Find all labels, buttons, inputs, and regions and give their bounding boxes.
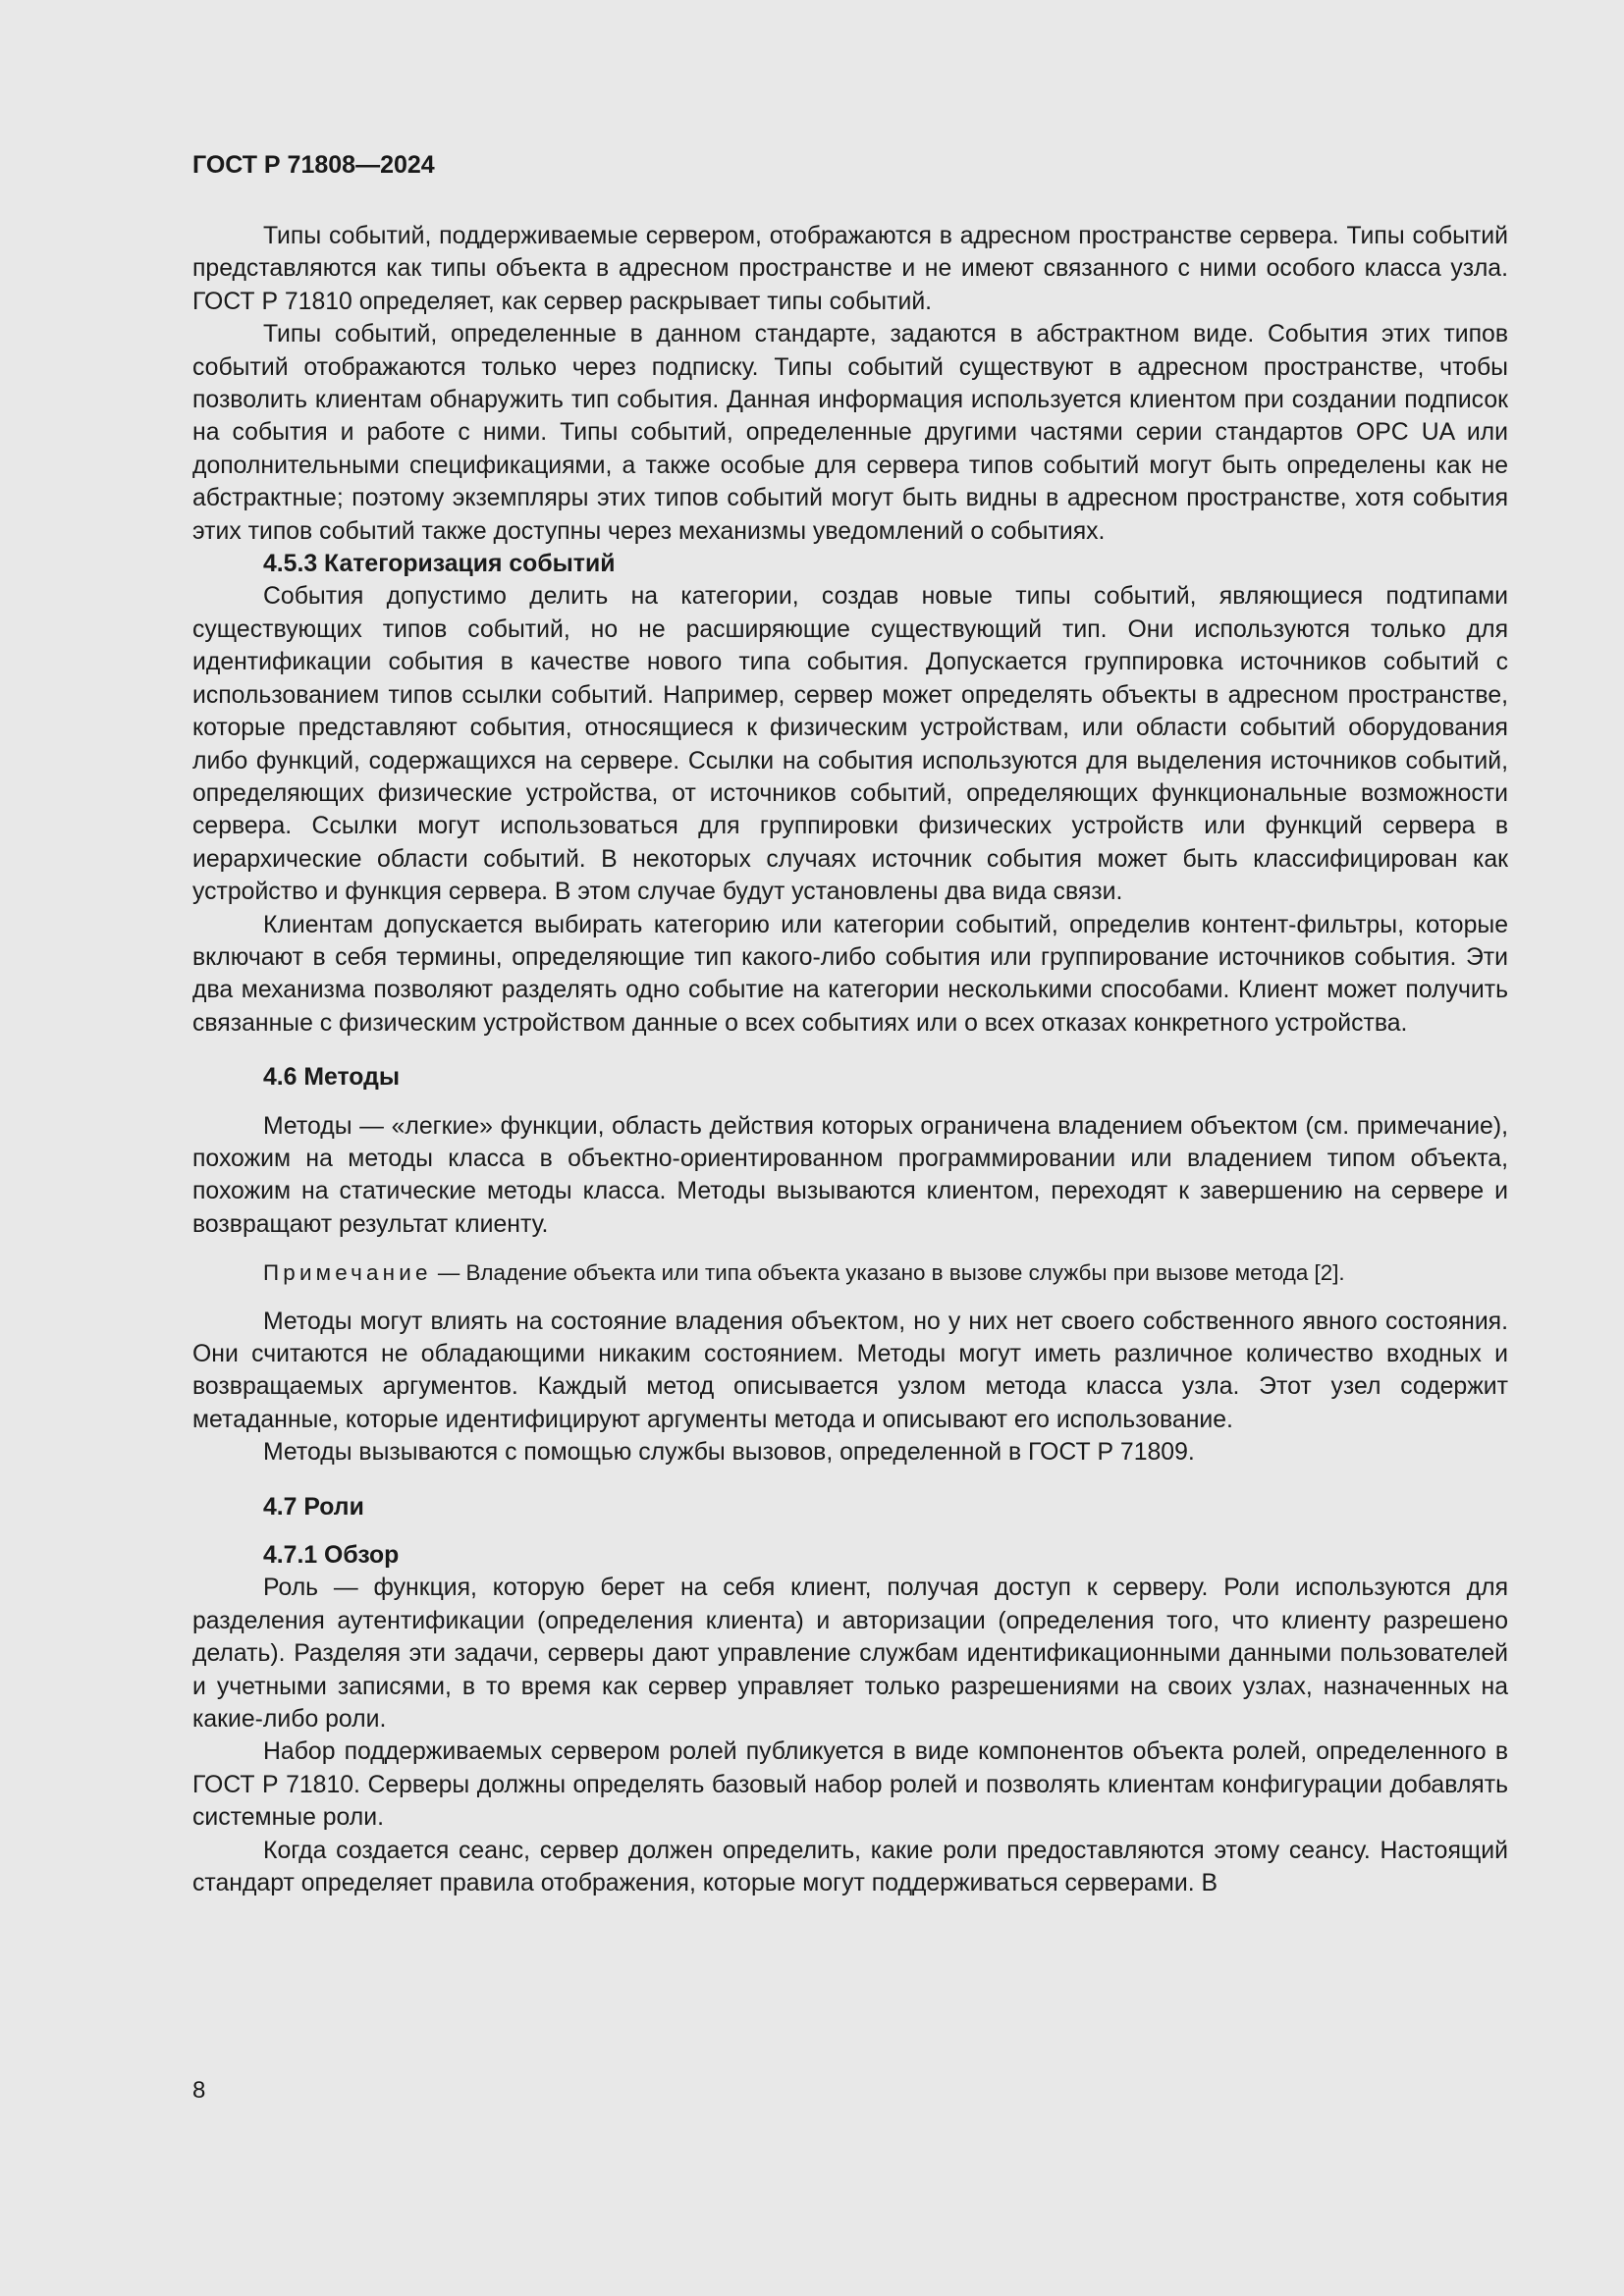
paragraph-abstract-event-types: Типы событий, определенные в данном стандарте, задаются в абстрактном виде. События этих типов событий отображаются только через подписку. Типы событий существуют в адресном пространстве, чтобы позволить клиентам обнаружить тип события. Данная информация используется клиентом при создании подписок на события и работе с ними. Типы событий, определенные другими частями серии стандартов OPC UA или дополнительными спецификациями, а также особые для сервера типов событий могут быть определены как не абстрактные; поэтому экземпляры этих типов событий могут быть видны в адресном пространстве, хотя события этих типов событий также доступны через механизмы уведомлений о событиях. [192,321,1508,545]
note-label: Примечание [263,1260,432,1286]
paragraph-event-categories: События допустимо делить на категории, создав новые типы событий, являющиеся подтипами существующих типов событий, но не расширяющие существующий тип. Они используются только для идентификации события в качестве нового типа события. Допускается группировка источников событий с использованием типов ссылки событий. Например, сервер может определять объекты в адресном пространстве, которые представляют события, относящиеся к физическим устройствам, или области событий оборудования либо функций, содержащихся на сервере. Ссылки на события используются для выделения источников событий, определяющих физические устройства, от источников событий, определяющих функциональные возможности сервера. Ссылки могут использоваться для группировки физических устройств или функций сервера в иерархические области событий. В некоторых случаях источник события может быть классифицирован как устройство и функция сервера. В этом случае будут установлены два вида связи. [192,583,1508,906]
section-heading-4-5-3: 4.5.3 Категоризация событий [263,551,616,578]
paragraph-methods-call-service: Методы вызываются с помощью службы вызовов, определенной в ГОСТ Р 71809. [263,1439,1195,1467]
note-block [192,1256,1508,1289]
note-dash: — [431,1260,466,1286]
paragraph-roles-definition: Роль — функция, которую берет на себя клиент, получая доступ к серверу. Роли используются для разделения аутентификации (определения клиента) и авторизации (определения того, что клиенту разрешено делать). Разделяя эти задачи, серверы дают управление службам идентификационными данными пользователей и учетными записями, в то время как сервер управляет только разрешениями на своих узлах, назначенных на какие-либо роли. [192,1575,1508,1734]
document-page [192,145,1508,1900]
paragraph-content-filters: Клиентам допускается выбирать категорию или категории событий, определив контент-фильтры, которые включают в себя термины, определяющие тип какого-либо события или группирование источников события. Эти два механизма позволяют разделять одно событие на категории несколькими способами. Клиент может получить связанные с физическим устройством данные о всех событиях или о всех отказах конкретного устройства. [192,911,1508,1037]
document-id-header: ГОСТ Р 71808—2024 [192,151,435,179]
section-heading-4-7: 4.7 Роли [263,1493,364,1521]
paragraph-methods-definition: Методы — «легкие» функции, область действия которых ограничена владением объектом (см. примечание), похожим на методы класса в объектно-ориентированном программировании или владением типом объекта, похожим на статические методы класса. Методы вызываются клиентом, переходят к завершению на сервере и возвращают результат клиенту. [192,1112,1508,1238]
section-heading-4-7-1: 4.7.1 Обзор [263,1542,400,1570]
page-number: 8 [192,2077,206,2104]
paragraph-event-types-address-space: Типы событий, поддерживаемые сервером, отображаются в адресном пространстве сервера. Типы событий представляются как типы объекта в адресном пространстве и не имеют связанного с ними особого класса узла. ГОСТ Р 71810 определяет, как сервер раскрывает типы событий. [192,223,1508,315]
paragraph-methods-state: Методы могут влиять на состояние владения объектом, но у них нет своего собственного явного состояния. Они считаются не обладающими никаким состоянием. Методы могут иметь различное количество входных и возвращаемых аргументов. Каждый метод описывается узлом метода класса узла. Этот узел содержит метаданные, которые идентифицируют аргументы метода и описывают его использование. [192,1308,1508,1433]
section-heading-4-6: 4.6 Методы [263,1064,401,1092]
paragraph-roles-publication: Набор поддерживаемых сервером ролей публикуется в виде компонентов объекта ролей, определенного в ГОСТ Р 71810. Серверы должны определять базовый набор ролей и позволять клиентам конфигурации добавлять системные роли. [192,1738,1508,1832]
note-text: Владение объекта или типа объекта указано в вызове службы при вызове метода [2]. [465,1260,1345,1286]
paragraph-session-roles: Когда создается сеанс, сервер должен определить, какие роли предоставляются этому сеансу. Настоящий стандарт определяет правила отображения, которые могут поддерживаться серверами. В [192,1837,1508,1897]
